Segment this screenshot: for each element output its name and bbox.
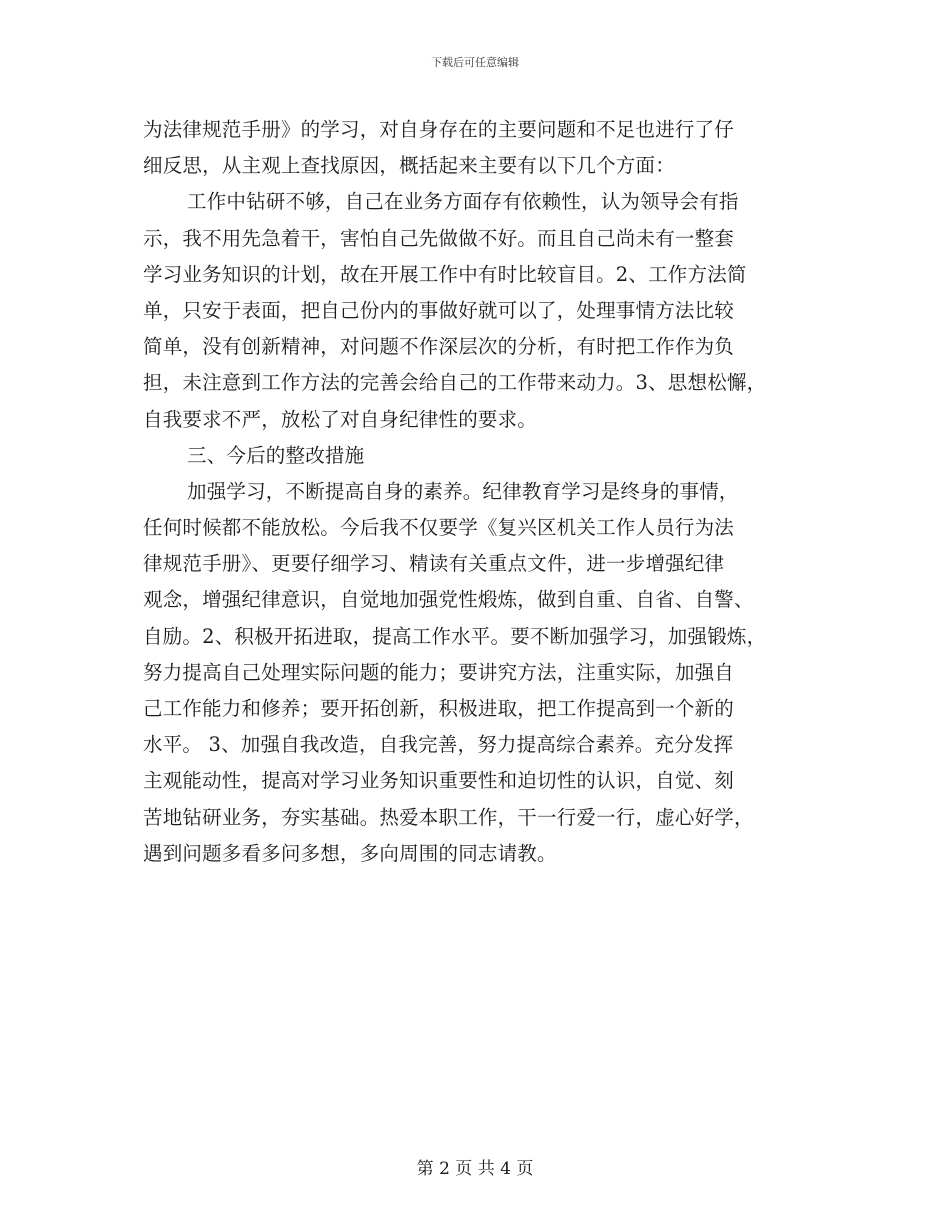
text-line: 工作中钻研不够，自己在业务方面存有依赖性，认为领导会有指 — [187, 190, 739, 214]
text-line: 苦地钻研业务，夯实基础。热爱本职工作，干一行爱一行，虚心好学， — [143, 805, 754, 829]
text-line: 己工作能力和修养；要开拓创新，积极进取，把工作提高到一个新的 — [143, 697, 735, 720]
text-line: 示，我不用先急着干，害怕自己先做做不好。而且自己尚未有一整套 — [143, 226, 735, 250]
page-number: 第 2 页 共 4 页 — [416, 1159, 534, 1179]
text-line: 细反思，从主观上查找原因，概括起来主要有以下几个方面： — [143, 154, 675, 178]
text-line: 担，未注意到工作方法的完善会给自己的工作带来动力。3、思想松懈， — [143, 371, 767, 395]
text-line: 学习业务知识的计划，故在开展工作中有时比较盲目。2、工作方法简 — [143, 262, 747, 286]
text-line: 遇到问题多看多问多想，多向周围的同志请教。 — [143, 841, 557, 865]
text-line: 自我要求不严，放松了对自身纪律性的要求。 — [143, 407, 538, 431]
text-line: 努力提高自己处理实际问题的能力；要讲究方法，注重实际，加强自 — [143, 660, 735, 684]
document-body — [143, 112, 823, 872]
text-line: 为法律规范手册》的学习，对自身存在的主要问题和不足也进行了仔 — [143, 118, 735, 141]
text-line: 水平。 3、加强自我改造，自我完善，努力提高综合素养。充分发挥 — [143, 733, 734, 757]
text-line: 自励。2、积极开拓进取，提高工作水平。要不断加强学习，加强锻炼， — [143, 624, 767, 648]
text-line: 主观能动性，提高对学习业务知识重要性和迫切性的认识，自觉、刻 — [143, 769, 735, 793]
text-line: 加强学习，不断提高自身的素养。纪律教育学习是终身的事情， — [187, 479, 739, 503]
page-header: 下载后可任意编辑 — [431, 56, 519, 69]
text-line: 简单，没有创新精神，对问题不作深层次的分析，有时把工作作为负 — [143, 335, 735, 359]
section-heading: 三、今后的整改措施 — [187, 443, 365, 467]
text-line: 任何时候都不能放松。今后我不仅要学《复兴区机关工作人员行为法 — [143, 516, 735, 540]
text-line: 律规范手册》、更要仔细学习、精读有关重点文件，进一步增强纪律 — [143, 552, 725, 576]
text-line: 观念，增强纪律意识，自觉地加强党性煅炼，做到自重、自省、自警、 — [143, 588, 754, 612]
text-line: 单，只安于表面，把自己份内的事做好就可以了，处理事情方法比较 — [143, 298, 735, 322]
